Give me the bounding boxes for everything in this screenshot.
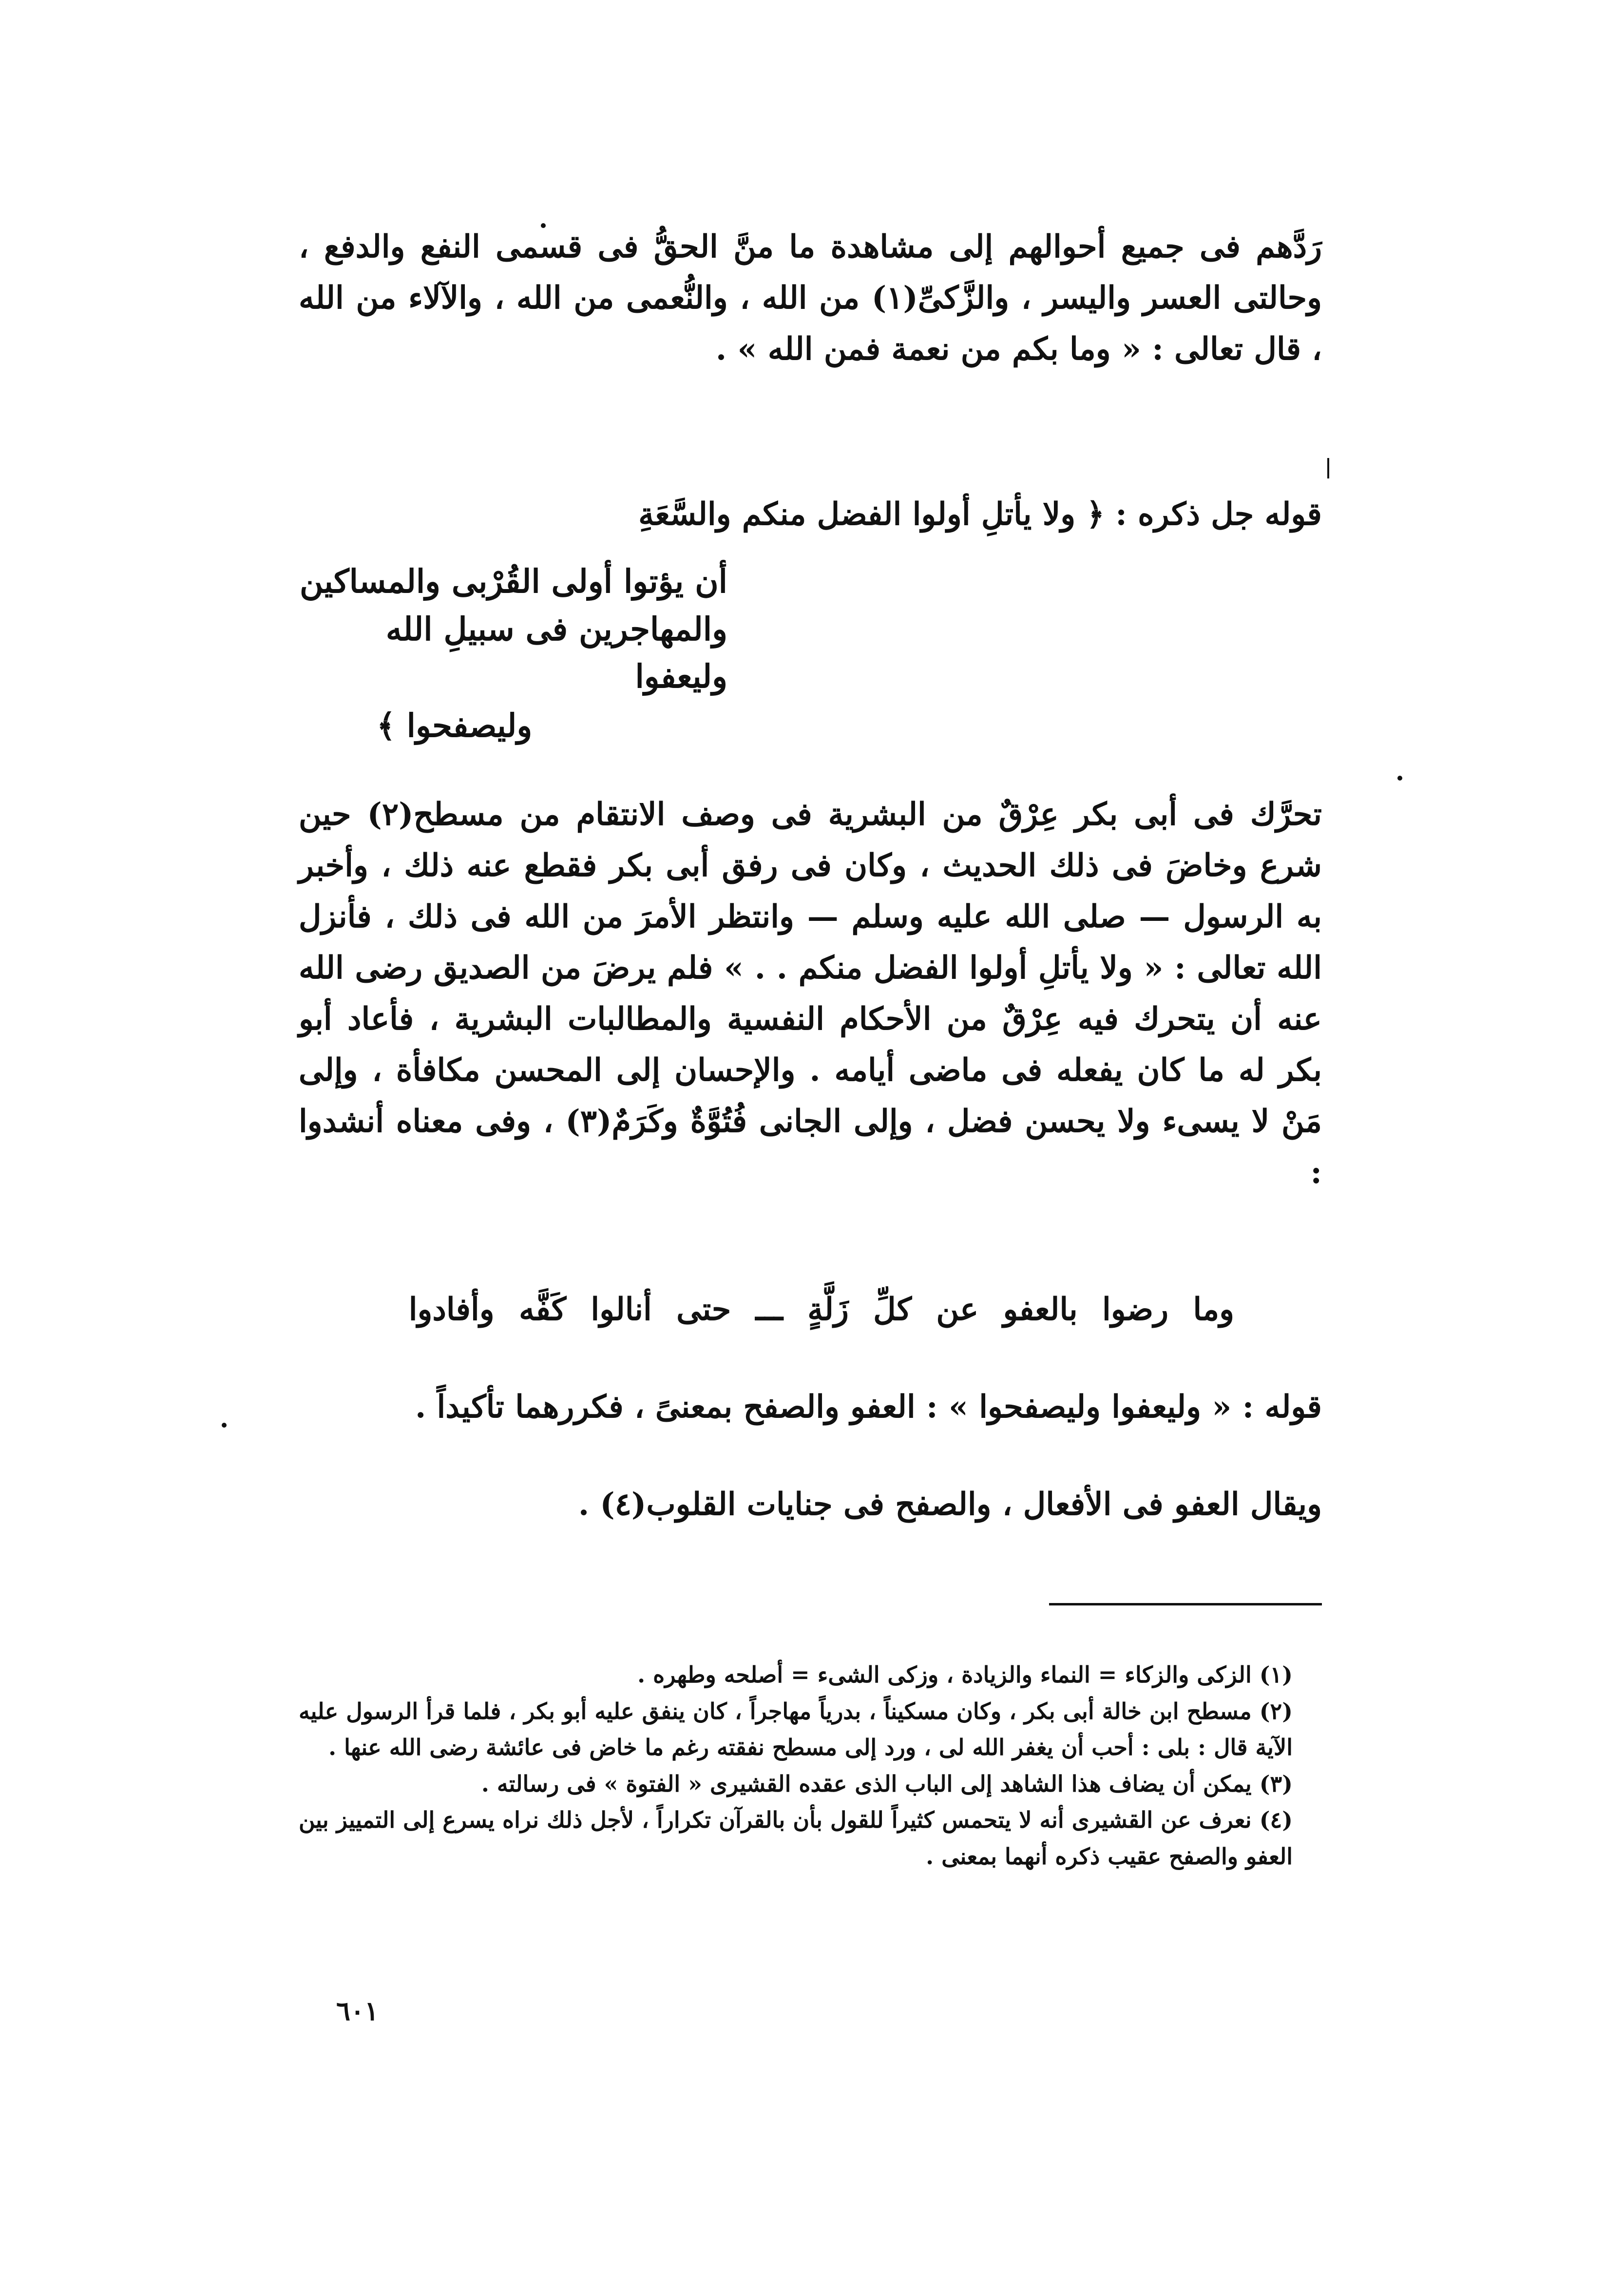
footnote-1: (١) الزكى والزكاء = النماء والزيادة ، وزكى الشىء = أصلحه وطهره . [637, 1661, 1293, 1688]
footnote-divider [1049, 1603, 1322, 1605]
verse-line: أن يؤتوا أولى القُرْبى والمساكين [300, 562, 727, 600]
verse-lines [299, 558, 727, 701]
paragraph-2: تحرَّك فى أبى بكر عِرْقٌ من البشرية فى وصف الانتقام من مسطح(٢) حين شرع وخاضَ فى ذلك الحديث ، وكان فى رفق أبى بكر فقطع عنه ذلك ، وأخبر به الرسول — صلى الله عليه وسلم — وانتظر الأمرَ من الله فى ذلك ، فأنزل الله تعالى : « ولا يأتلِ أولوا الفضل منكم . . » فلم يرضَ من الصديق رضى الله عنه أن يتحرك فيه عِرْقٌ من الأحكام النفسية والمطالبات البشرية ، فأعاد أبو بكر له ما كان يفعله فى ماضى أيامه . والإحسان إلى المحسن مكافأة ، وإلى مَنْ لا يسىء ولا يحسن فضل ، وإلى الجانى فُتُوَّةٌ وكَرَمٌ(٣) ، وفى معناه أنشدوا : [299, 796, 1322, 1191]
verse-last-line: وليصفحوا ﴾ [377, 706, 533, 745]
footnote-4: (٤) نعرف عن القشيرى أنه لا يتحمس كثيراً للقول بأن بالقرآن تكراراً ، لأجل ذلك نراه يسرع إلى التمييز بين العفو والصفح عقيب ذكره أنهما بمعنى . [299, 1807, 1293, 1870]
page-number: ٦٠١ [336, 1995, 379, 2026]
note-1: قوله : « وليعفوا وليصفحوا » : العفو والصفح بمعنىً ، فكررهما تأكيداً . [415, 1389, 1322, 1425]
scan-mark [1327, 458, 1329, 478]
verse-line: والمهاجرين فى سبيلِ الله وليعفوا [385, 610, 727, 696]
paragraph-1: رَدَّهم فى جميع أحوالهم إلى مشاهدة ما منَّ الحقُّ فى قسمى النفع والدفع ، وحالتى العسر واليسر ، والزَّكىِّ(١) من الله ، والنُّعمى من الله ، والآلاء من الله ، قال تعالى : « وما بكم من نعمة فمن الله » . [299, 229, 1322, 367]
note-2: ويقال العفو فى الأفعال ، والصفح فى جنايات القلوب(٤) . [578, 1486, 1322, 1523]
scan-speck [222, 1423, 227, 1428]
verse-intro: قوله جل ذكره : ﴿ ولا يأتلِ أولوا الفضل منكم والسَّعَةِ [638, 496, 1322, 533]
footnotes [299, 1657, 1322, 1874]
footnote-2: (٢) مسطح ابن خالة أبى بكر ، وكان مسكيناً ، بدرياً مهاجراً ، كان ينفق عليه أبو بكر ، فلما قرأ الرسول عليه الآية قال : بلى : أحب أن يغفر الله لى ، ورد إلى مسطح نفقته رغم ما خاض فى عائشة رضى الله عنها . [299, 1698, 1293, 1761]
poem-line: وما رضوا بالعفو عن كلِّ زَلَّةٍ ـــ حتى أنالوا كَفَّه وأفادوا [408, 1291, 1234, 1328]
scan-speck [1397, 776, 1402, 781]
footnote-3: (٣) يمكن أن يضاف هذا الشاهد إلى الباب الذى عقده القشيرى « الفتوة » فى رسالته . [481, 1770, 1293, 1797]
